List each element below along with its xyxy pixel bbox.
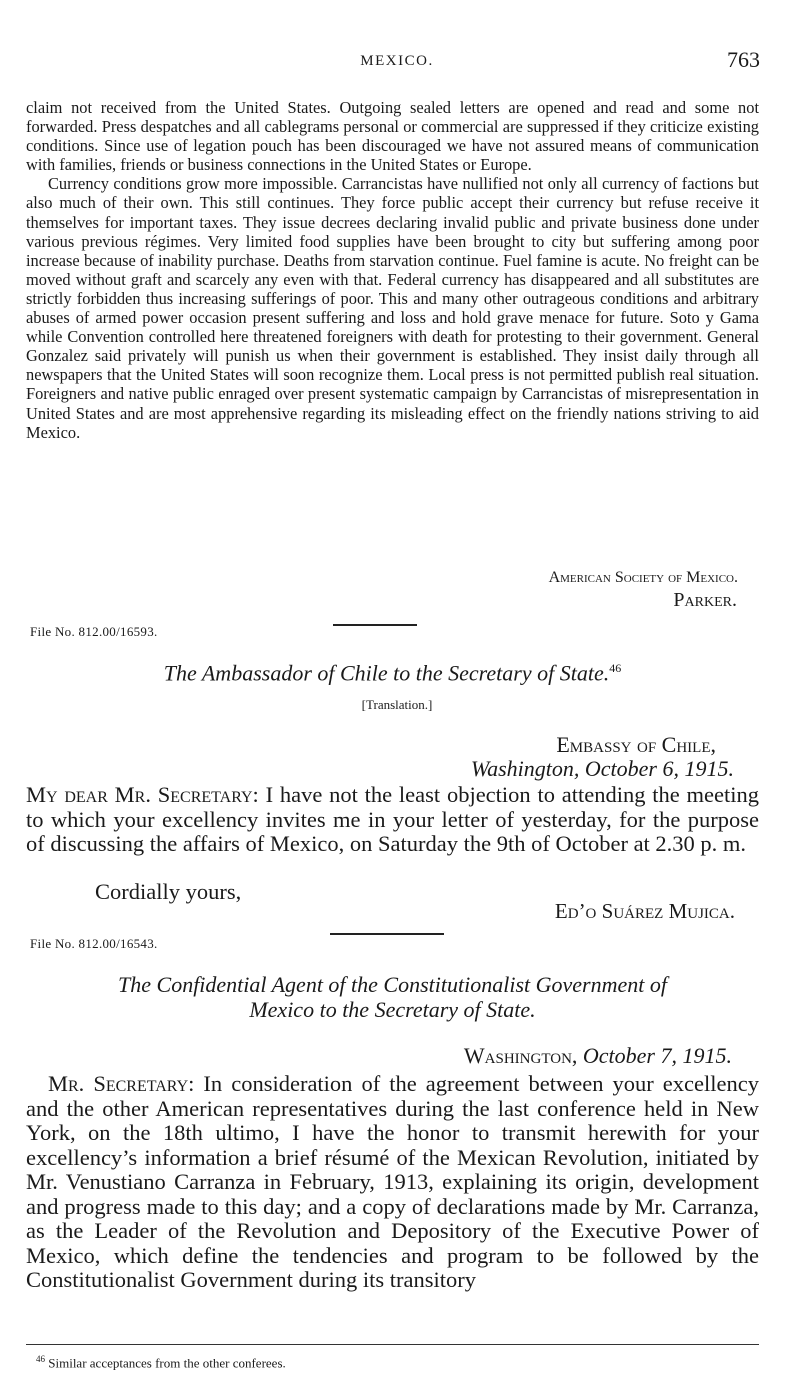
running-title: MEXICO. bbox=[360, 53, 434, 69]
letter-heading bbox=[26, 656, 759, 685]
footnote-reference: 46 bbox=[609, 661, 622, 675]
signature-parker: Parker. bbox=[673, 589, 737, 611]
file-number: File No. 812.00/16543. bbox=[30, 936, 158, 951]
letter-heading bbox=[26, 972, 759, 1022]
letter-continuation-text bbox=[26, 98, 759, 442]
place-date bbox=[464, 1043, 732, 1069]
salutation: My dear Mr. Secretary: bbox=[26, 782, 259, 807]
signature-organization: American Society of Mexico. bbox=[548, 569, 738, 586]
heading-line: The Confidential Agent of the Constitutionalist Government of bbox=[118, 972, 667, 997]
footnote bbox=[36, 1354, 286, 1371]
sender-embassy: Embassy of Chile, bbox=[556, 732, 716, 757]
body-text: I have not the least objection to attending the meeting to which your excellency invites me in your letter of yesterday, for the purpose of discussing the affairs of Mexico, on Saturday the 9th of October at 2.30 p. m. bbox=[26, 782, 759, 856]
footnote-number: 46 bbox=[36, 1354, 45, 1364]
place: Washington, bbox=[463, 1043, 578, 1068]
section-divider bbox=[333, 624, 417, 626]
page-header bbox=[0, 47, 794, 77]
continuation-paragraph: claim not received from the United States. Outgoing sealed letters are opened and read and some not forwarded. Press despatches and all cablegrams personal or commercial are suppressed if they criticize existing conditions. Since use of legation pouch has been discouraged we have not assured means of communication with families, friends or business connections in the United States or Europe. bbox=[26, 98, 759, 175]
currency-paragraph: Currency conditions grow more impossible. Carrancistas have nullified not only all currency of factions but also much of their own. This still continues. They force public accept their currency but refuse receive it themselves for important taxes. They issue decrees declaring invalid public and private business done under various previous régimes. Very limited food supplies have been brought to city but suffering among poor increase because of inability purchase. Deaths from starvation continue. Fuel famine is acute. No freight can be moved without graft and scarcely any even with that. Federal currency has disappeared and all substitutes are strictly forbidden thus increasing sufferings of poor. This and many other outrageous conditions and arbitrary abuses of armed power occasion present suffering and loss and hold grave menace for future. Soto y Gama while Convention controlled here threatened foreigners with death for protesting to their government. General Gonzalez said privately will punish us when their government is established. They insist daily through all newspapers that the United States will soon recognize them. Local press is not permitted publish real situation. Foreigners and native public enraged over present systematic campaign by Carrancistas of misrepresentation in United States and are most apprehensive regarding its misleading effect on the friendly nations striving to aid Mexico. bbox=[26, 174, 759, 442]
footnote-divider bbox=[26, 1344, 759, 1345]
place-date: Washington, October 6, 1915. bbox=[470, 756, 734, 781]
file-number: File No. 812.00/16593. bbox=[30, 624, 158, 639]
heading-line: Mexico to the Secretary of State. bbox=[249, 997, 536, 1022]
heading-text: The Ambassador of Chile to the Secretary of State. bbox=[163, 660, 610, 686]
page-number: 763 bbox=[727, 47, 760, 72]
section-divider bbox=[330, 933, 444, 935]
letter-body bbox=[26, 783, 759, 857]
translation-note: [Translation.] bbox=[361, 697, 433, 712]
salutation: Mr. Secretary: bbox=[48, 1071, 195, 1096]
footnote-text: Similar acceptances from the other conferees. bbox=[48, 1355, 286, 1371]
signature-suarez: Ed’o Suárez Mujica. bbox=[554, 899, 735, 923]
date: October 7, 1915. bbox=[577, 1043, 732, 1068]
letter-body bbox=[26, 1072, 759, 1293]
body-text: In consideration of the agreement between your excellency and the other American representatives during the last conference held in New York, on the 18th ultimo, I have the honor to transmit herewith for your excellency’s information a brief résumé of the Mexican Revolution, initiated by Mr. Venustiano Carranza in February, 1913, explaining its origin, development and progress made to this day; and a copy of declarations made by Mr. Carranza, as the Leader of the Revolution and Depository of the Executive Power of Mexico, which define the tendencies and program to be followed by the Constitutionalist Government during its transitory bbox=[26, 1071, 759, 1292]
closing: Cordially yours, bbox=[95, 879, 242, 904]
